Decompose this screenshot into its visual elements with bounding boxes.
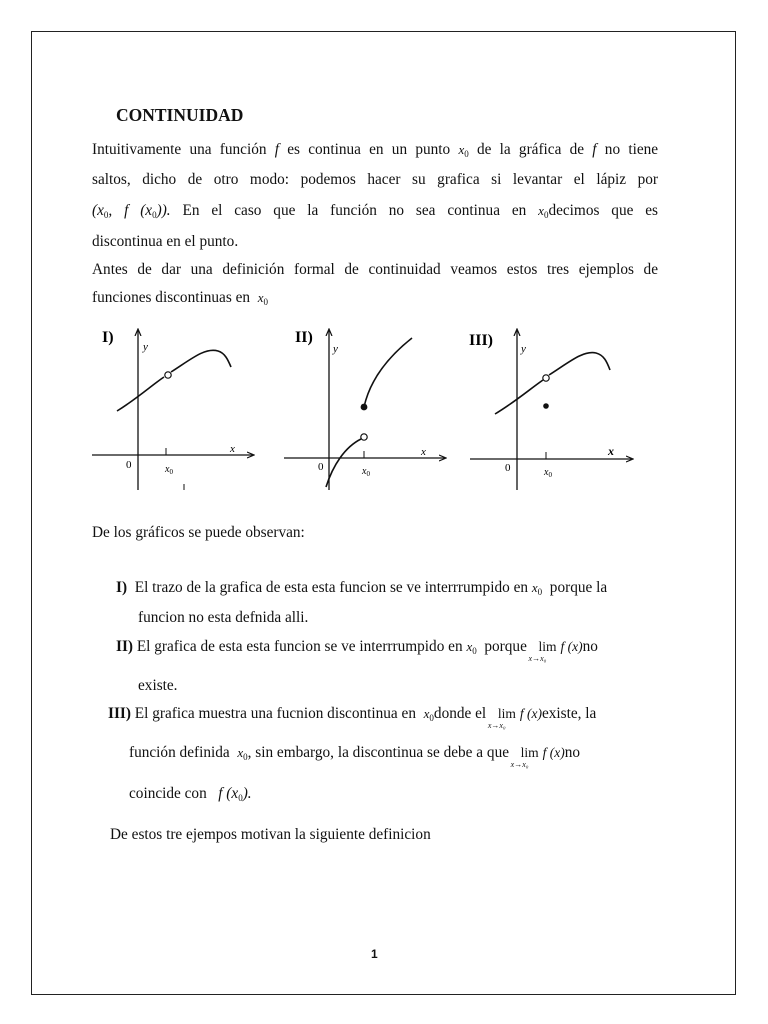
graph-3-curve-right (549, 353, 610, 375)
item-1-line-1: I) El trazo de la grafica de esta esta funcion se ve interrrumpido en $x_0$ porque la (116, 579, 608, 597)
intro-line-1: Intuitivamente una función f es continua en un punto $x_0$ de la gráfica de f no tiene (92, 141, 659, 159)
intro-line-6: funciones discontinuas en $x_0$ (92, 289, 268, 307)
graph-2 (284, 329, 445, 490)
item-2-line-2: existe. (138, 677, 178, 694)
item-3-line-1: III) El grafica muestra una fucnion discontinua en $x_0donde$ el lim x→x₀ f (x)existe, la (108, 705, 597, 730)
graph-3-filled-point (543, 403, 549, 409)
graph-1-x0-label: $x_0$ (165, 464, 173, 476)
graph-1-origin: 0 (126, 459, 132, 471)
graph-2-label: II) (295, 329, 313, 346)
graph-1-x-label: x (230, 443, 235, 455)
graph-3-curve-left (495, 380, 543, 414)
graph-2-filled-point (361, 404, 368, 411)
intro-line-5: Antes de dar una definición formal de continuidad veamos estos tres ejemplos de (92, 261, 658, 278)
item-3-line-3: coincide con f $(x_0)$. (129, 785, 252, 803)
intro-line-2: saltos, dicho de otro modo: podemos hacer su grafica si levantar el lápiz por (92, 171, 658, 188)
graph-3-y-label: y (521, 343, 526, 355)
graph-2-y-label: y (333, 343, 338, 355)
section-title: CONTINUIDAD (116, 105, 244, 125)
graph-2-curve-upper (364, 338, 412, 407)
page-number: 1 (371, 947, 378, 961)
graph-1-label: I) (102, 329, 114, 346)
graph-1-curve-right (171, 350, 231, 372)
graph-1-open-point (165, 372, 171, 378)
graph-2-x0-label: $x_0$ (362, 466, 370, 478)
graph-2-open-point (361, 434, 367, 440)
item-2-line-1: II) El grafica de esta esta funcion se ve interrrumpido en $x_0$ porque lim x→x₀ f (x)no (116, 638, 598, 663)
graph-1-y-label: y (143, 341, 148, 353)
intro-line-4: discontinua en el punto. (92, 233, 239, 250)
graph-1-curve-left (117, 377, 164, 411)
graph-3-open-point (543, 375, 549, 381)
graph-3-origin: 0 (505, 462, 511, 474)
graph-2-origin: 0 (318, 461, 324, 473)
graph-3-label: III) (469, 332, 494, 349)
closing-text: De estos tre ejempos motivan la siguiente definicion (110, 826, 431, 843)
observe-text: De los gráficos se puede observan: (92, 524, 305, 541)
graph-2-curve-lower (326, 439, 361, 487)
item-1-line-2: funcion no esta defnida alli. (138, 609, 309, 626)
graph-3 (469, 330, 632, 490)
graph-2-x-label: x (421, 446, 426, 458)
item-3-line-2: función definida $x_0$, sin embargo, la discontinua se debe a que lim x→x₀ f (x)no (129, 744, 581, 769)
graph-1 (92, 329, 253, 490)
graph-3-x0-label: $x_0$ (544, 467, 552, 479)
graph-3-x-label: x (608, 444, 614, 458)
intro-line-3: ($x_0$, f $(x_0)$). En el caso que la función no sea continua en $x_0decimos$ que es (92, 202, 658, 220)
